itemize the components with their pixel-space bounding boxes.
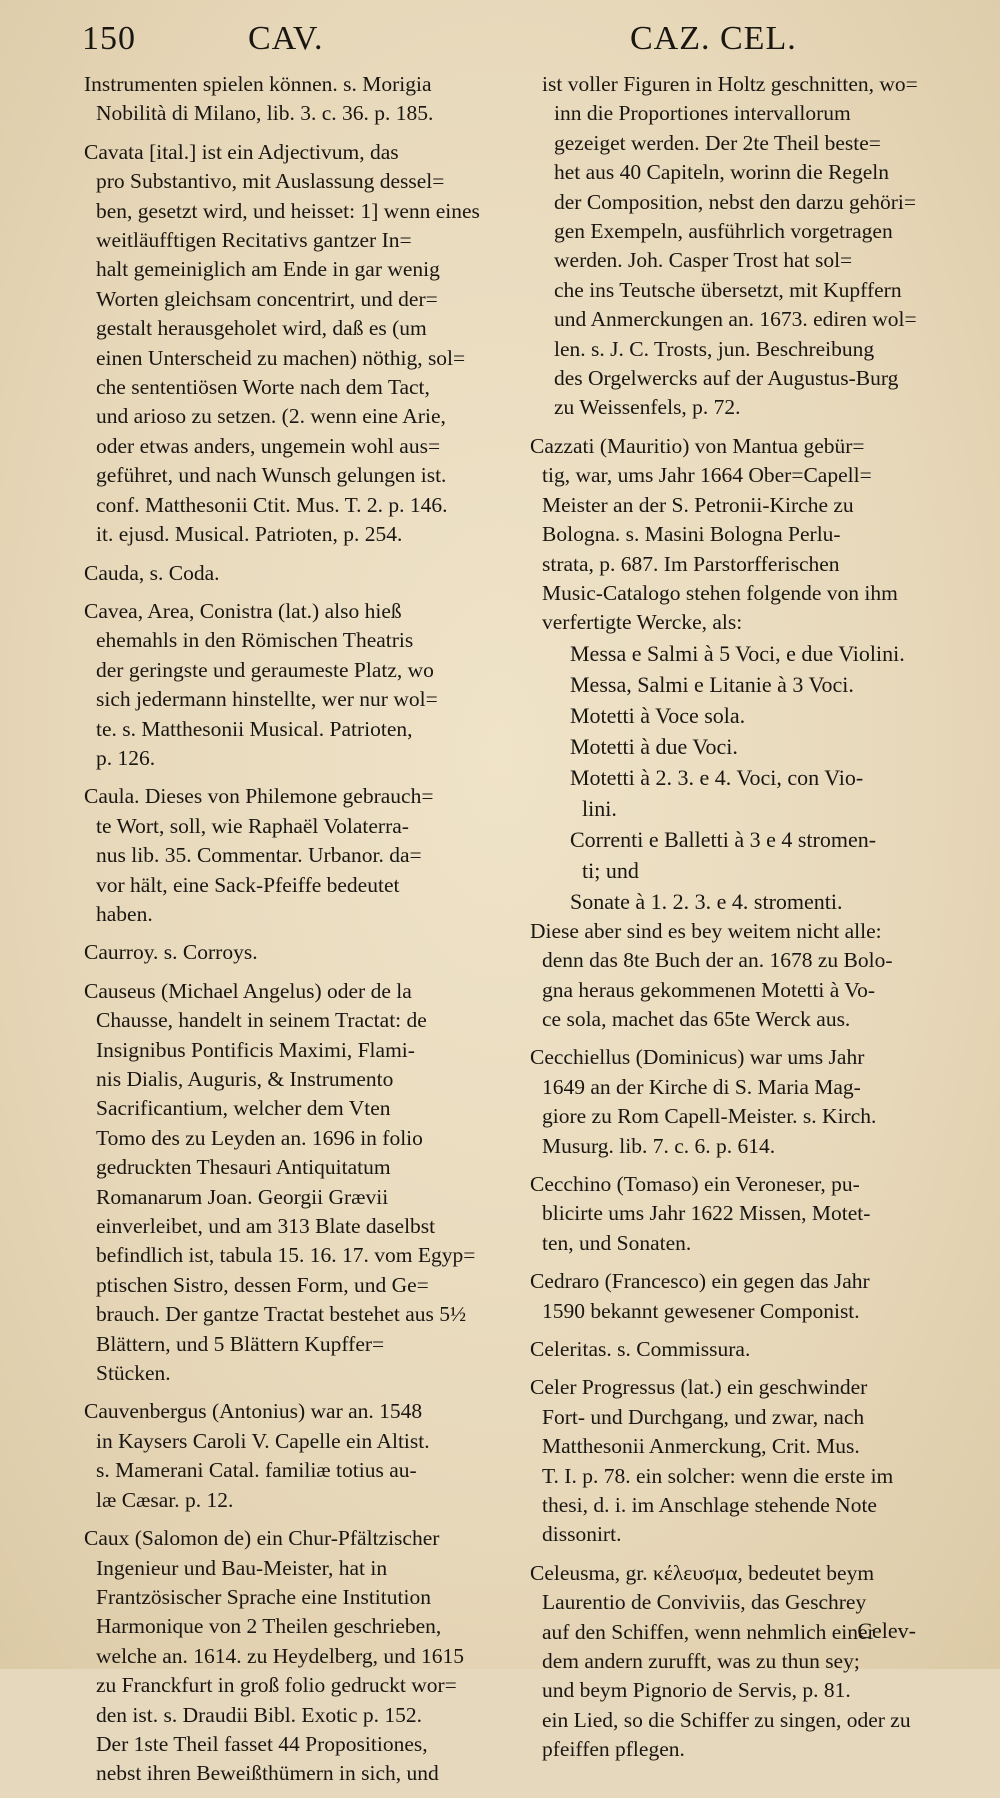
entry-line: geführet, und nach Wunsch gelungen ist. xyxy=(96,463,447,488)
entry-line: dissonirt. xyxy=(542,1522,622,1547)
entry-line: Bologna. s. Masini Bologna Perlu- xyxy=(542,522,841,547)
work-title: Motetti à 2. 3. e 4. Voci, con Vio- xyxy=(570,764,864,790)
entry-line: p. 126. xyxy=(96,745,156,770)
entry-line: ben, gesetzt wird, und heisset: 1] wenn eines xyxy=(96,198,480,223)
entry-line: 1590 bekannt gewesener Componist. xyxy=(542,1298,860,1323)
entry-line: Cavea, Area, Conistra (lat.) also hieß xyxy=(84,598,402,623)
dictionary-entry xyxy=(530,1267,962,1326)
entry-line: zu Franckfurt in groß folio gedruckt wor= xyxy=(96,1673,457,1698)
page-number: 150 xyxy=(82,20,136,57)
entry-line: tig, war, ums Jahr 1664 Ober=Capell= xyxy=(542,463,872,488)
entry-line: thesi, d. i. im Anschlage stehende Note xyxy=(542,1493,877,1518)
entry-line: inn die Proportiones intervallorum xyxy=(554,101,851,126)
dictionary-entry xyxy=(530,1043,962,1161)
entry-line: in Kaysers Caroli V. Capelle ein Altist. xyxy=(96,1428,430,1453)
entry-line: Worten gleichsam concentrirt, und der= xyxy=(96,286,438,311)
entry-line: Cecchiellus (Dominicus) war ums Jahr xyxy=(530,1045,865,1070)
entry-line: gezeiget werden. Der 2te Theil beste= xyxy=(554,130,881,155)
entry-line: ein Lied, so die Schiffer zu singen, oder zu xyxy=(542,1707,911,1732)
entry-line: Caula. Dieses von Philemone gebrauch= xyxy=(84,784,434,809)
entry-line: nebst ihren Beweißthümern in sich, und xyxy=(96,1761,439,1786)
left-column xyxy=(84,70,516,1798)
entry-line: denn das 8te Buch der an. 1678 zu Bolo- xyxy=(542,948,893,973)
catchword: Celev- xyxy=(857,1618,916,1643)
entry-line: Sacrificantium, welcher dem Vten xyxy=(96,1096,391,1121)
entry-line: te. s. Matthesonii Musical. Patrioten, xyxy=(96,716,413,741)
work-title: Sonate à 1. 2. 3. e 4. stromenti. xyxy=(570,888,843,914)
entry-line: Celeusma, gr. κέλευσμα, bedeutet beym xyxy=(530,1560,875,1585)
entry-line: Meister an der S. Petronii-Kirche zu xyxy=(542,492,854,517)
entry-line: te Wort, soll, wie Raphaël Volaterra- xyxy=(96,813,409,838)
entry-line: Instrumenten spielen können. s. Morigia xyxy=(84,72,432,96)
work-title: Messa, Salmi e Litanie à 3 Voci. xyxy=(570,671,854,697)
entry-line: vor hält, eine Sack-Pfeiffe bedeutet xyxy=(96,872,400,897)
entry-line: einen Unterscheid zu machen) nöthig, sol= xyxy=(96,345,466,370)
entry-line: Cazzati (Mauritio) von Mantua gebür= xyxy=(530,433,865,458)
entry-line: Causeus (Michael Angelus) oder de la xyxy=(84,978,412,1003)
dictionary-entry xyxy=(530,70,962,423)
entry-line: Musurg. lib. 7. c. 6. p. 614. xyxy=(542,1133,776,1158)
entry-line: nis Dialis, Auguris, & Instrumento xyxy=(96,1067,394,1091)
entry-line: haben. xyxy=(96,901,153,926)
entry-line: ce sola, machet das 65te Werck aus. xyxy=(542,1006,851,1031)
entry-line: einverleibet, und am 313 Blate daselbst xyxy=(96,1214,436,1239)
entry-line: und arioso zu setzen. (2. wenn eine Arie, xyxy=(96,404,446,429)
left-running-head: CAV. xyxy=(248,20,324,57)
entry-line: welche an. 1614. zu Heydelberg, und 1615 xyxy=(96,1643,464,1668)
entry-line: pro Substantivo, mit Auslassung dessel= xyxy=(96,169,445,194)
dictionary-entry xyxy=(84,597,516,773)
right-running-head: CAZ. CEL. xyxy=(630,20,797,57)
entry-line: Diese aber sind es bey weitem nicht alle: xyxy=(530,918,882,943)
entry-line: Cedraro (Francesco) ein gegen das Jahr xyxy=(530,1269,870,1294)
dictionary-entry xyxy=(84,70,516,129)
entry-line: und Anmerckungen an. 1673. ediren wol= xyxy=(554,307,917,332)
entry-line: Ingenieur und Bau-Meister, hat in xyxy=(96,1555,388,1580)
entry-line: ten, und Sonaten. xyxy=(542,1230,692,1255)
entry-line: blicirte ums Jahr 1622 Missen, Motet- xyxy=(542,1201,871,1226)
entry-line: Laurentio de Conviviis, das Geschrey xyxy=(542,1590,867,1615)
entry-line: T. I. p. 78. ein solcher: wenn die erste im xyxy=(542,1463,894,1488)
work-title: Motetti à due Voci. xyxy=(570,733,738,759)
entry-line: Cauvenbergus (Antonius) war an. 1548 xyxy=(84,1399,423,1424)
entry-line: strata, p. 687. Im Parstorfferischen xyxy=(542,551,840,576)
entry-line: Harmonique von 2 Theilen geschrieben, xyxy=(96,1614,442,1639)
entry-line: ehemahls in den Römischen Theatris xyxy=(96,628,414,653)
entry-line: Insignibus Pontificis Maximi, Flami- xyxy=(96,1037,415,1062)
entry-line: Celeritas. s. Commissura. xyxy=(530,1337,751,1361)
entry-line: conf. Matthesonii Ctit. Mus. T. 2. p. 146. xyxy=(96,492,448,517)
dictionary-entry xyxy=(530,1559,962,1765)
entry-line: gedruckten Thesauri Antiquitatum xyxy=(96,1155,391,1180)
entry-line: pfeiffen pflegen. xyxy=(542,1737,685,1762)
entry-line: oder etwas anders, ungemein wohl aus= xyxy=(96,433,441,458)
dictionary-entry xyxy=(84,782,516,929)
column-gutter xyxy=(506,76,507,1616)
works-list xyxy=(570,638,962,917)
entry-line: Der 1ste Theil fasset 44 Propositiones, xyxy=(96,1731,428,1756)
entry-line: gna heraus gekommenen Motetti à Vo- xyxy=(542,977,875,1002)
entry-line: weitläufftigen Recitativs gantzer In= xyxy=(96,228,412,253)
dictionary-entry xyxy=(84,1397,516,1515)
entry-line: ptischen Sistro, dessen Form, und Ge= xyxy=(96,1272,429,1297)
entry-line: Matthesonii Anmerckung, Crit. Mus. xyxy=(542,1434,860,1459)
entry-line: che ins Teutsche übersetzt, mit Kupffern xyxy=(554,277,902,302)
dictionary-entry xyxy=(84,977,516,1389)
entry-line: gestalt herausgeholet wird, daß es (um xyxy=(96,316,427,341)
entry-line: auf den Schiffen, wenn nehmlich einer xyxy=(542,1619,875,1644)
entry-line: Music-Catalogo stehen folgende von ihm xyxy=(542,580,898,605)
entry-line: giore zu Rom Capell-Meister. s. Kirch. xyxy=(542,1104,877,1129)
dictionary-entry xyxy=(530,1335,962,1364)
entry-line: werden. Joh. Casper Trost hat sol= xyxy=(554,248,853,273)
entry-line: læ Cæsar. p. 12. xyxy=(96,1487,234,1512)
entry-line: dem andern zurufft, was zu thun sey; xyxy=(542,1649,860,1674)
entry-line: brauch. Der gantze Tractat bestehet aus 5½ xyxy=(96,1302,467,1327)
entry-line: 1649 an der Kirche di S. Maria Mag- xyxy=(542,1074,861,1099)
dictionary-entry xyxy=(84,559,516,588)
entry-line: ist voller Figuren in Holtz geschnitten, wo= xyxy=(542,72,918,96)
entry-line: Cauda, s. Coda. xyxy=(84,560,220,585)
right-column xyxy=(530,70,962,1774)
entry-line: den ist. s. Draudii Bibl. Exotic p. 152. xyxy=(96,1702,423,1727)
entry-line: Caux (Salomon de) ein Chur-Pfältzischer xyxy=(84,1526,440,1551)
entry-line: befindlich ist, tabula 15. 16. 17. vom Egyp= xyxy=(96,1243,476,1268)
entry-line: Chausse, handelt in seinem Tractat: de xyxy=(96,1008,427,1033)
entry-line: Caurroy. s. Corroys. xyxy=(84,940,258,965)
entry-line: gen Exempeln, ausführlich vorgetragen xyxy=(554,219,893,244)
work-title: Correnti e Balletti à 3 e 4 stromen- xyxy=(570,826,877,852)
entry-line: sich jedermann hinstellte, wer nur wol= xyxy=(96,687,438,712)
dictionary-entry xyxy=(84,1524,516,1789)
entry-line: het aus 40 Capiteln, worinn die Regeln xyxy=(554,160,889,185)
entry-line: Cecchino (Tomaso) ein Veroneser, pu- xyxy=(530,1171,860,1196)
entry-line: nus lib. 35. Commentar. Urbanor. da= xyxy=(96,843,422,868)
entry-line: Celer Progressus (lat.) ein geschwinder xyxy=(530,1375,868,1400)
dictionary-entry xyxy=(530,1373,962,1549)
dictionary-entry xyxy=(84,938,516,967)
entry-line: Cavata [ital.] ist ein Adjectivum, das xyxy=(84,139,399,164)
entry-line: verfertigte Wercke, als: xyxy=(542,610,743,635)
dictionary-entry xyxy=(84,138,516,550)
entry-line: Tomo des zu Leyden an. 1696 in folio xyxy=(96,1125,423,1150)
entry-line: Blättern, und 5 Blättern Kupffer= xyxy=(96,1331,385,1356)
entry-line: s. Mamerani Catal. familiæ totius au- xyxy=(96,1458,417,1483)
work-title: ti; und xyxy=(582,857,639,883)
dictionary-entry xyxy=(530,1170,962,1258)
work-title: Messa e Salmi à 5 Voci, e due Violini. xyxy=(570,640,905,666)
entry-line: Nobilità di Milano, lib. 3. c. 36. p. 185. xyxy=(96,101,434,126)
dictionary-entry xyxy=(530,432,962,1034)
entry-line: der Composition, nebst den darzu gehöri= xyxy=(554,189,917,214)
work-title: lini. xyxy=(582,795,617,821)
entry-line: zu Weissenfels, p. 72. xyxy=(554,395,741,420)
entry-line: Romanarum Joan. Georgii Grævii xyxy=(96,1184,389,1209)
entry-line: halt gemeiniglich am Ende in gar wenig xyxy=(96,257,440,282)
entry-line: des Orgelwercks auf der Augustus-Burg xyxy=(554,366,899,391)
running-header xyxy=(0,14,1000,60)
entry-line: Frantzösischer Sprache eine Institution xyxy=(96,1584,431,1609)
entry-line: Fort- und Durchgang, und zwar, nach xyxy=(542,1404,865,1429)
work-title: Motetti à Voce sola. xyxy=(570,702,746,728)
entry-line: Stücken. xyxy=(96,1361,171,1386)
entry-line: und beym Pignorio de Servis, p. 81. xyxy=(542,1678,851,1703)
entry-line: der geringste und geraumeste Platz, wo xyxy=(96,657,434,682)
entry-line: che sententiösen Worte nach dem Tact, xyxy=(96,375,430,400)
entry-line: len. s. J. C. Trosts, jun. Beschreibung xyxy=(554,336,875,361)
entry-line: it. ejusd. Musical. Patrioten, p. 254. xyxy=(96,522,403,547)
